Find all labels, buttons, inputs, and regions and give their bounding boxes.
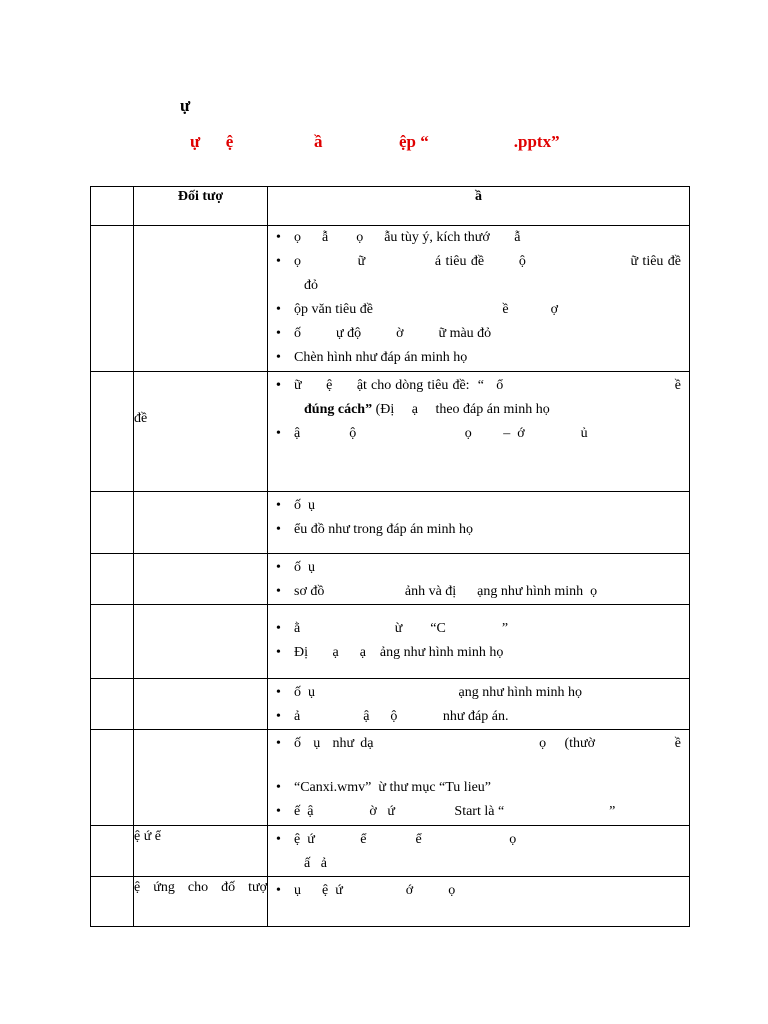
requirement-list — [268, 732, 689, 824]
document-heading: ự — [180, 96, 191, 115]
requirement-item: • ọ ẫ ọ ẫu tùy ý, kích thướ ẫ — [268, 226, 681, 250]
row-requirements-cell — [268, 372, 690, 492]
table-row — [91, 605, 690, 679]
requirement-item: • ậ ộ ọ – ớ ủ — [268, 422, 681, 446]
requirement-item: • Chèn hình như đáp án minh họ — [268, 346, 681, 370]
requirement-list — [268, 879, 689, 903]
requirement-item: • ểu đồ như trong đáp án minh họ — [268, 518, 681, 542]
requirement-list — [268, 681, 689, 729]
row-object-cell — [134, 826, 268, 877]
requirement-item: • ữ ệ ật cho dòng tiêu đề: “ ổ ề — [268, 374, 681, 398]
document-subheading: ự ệ ầ ệp “ .pptx” — [190, 132, 560, 151]
table-row — [91, 877, 690, 927]
requirement-item: • ụ ệ ứ ớ ọ — [268, 879, 681, 903]
row-object-cell — [134, 730, 268, 826]
requirement-item: • ố ụ — [268, 494, 681, 518]
table-row — [91, 226, 690, 372]
requirement-item: • Đị ạ ạ ảng như hình minh họ — [268, 641, 681, 665]
row-requirements-cell — [268, 679, 690, 730]
object-label: đề — [134, 411, 148, 426]
row-requirements-cell — [268, 730, 690, 826]
row-object-cell — [134, 226, 268, 372]
requirement-item: • ố ự độ ờ ữ màu đỏ — [268, 322, 681, 346]
row-index-cell — [91, 554, 134, 605]
header-object: Đối tượ — [134, 187, 268, 226]
row-object-cell — [134, 877, 268, 927]
requirement-item: • ọ ữ á tiêu đề ộ ữ tiêu đề — [268, 250, 681, 274]
requirement-item: • ố ụ ạng như hình minh họ — [268, 681, 681, 705]
table-row — [91, 730, 690, 826]
task-table — [90, 186, 690, 927]
table-row — [91, 492, 690, 554]
header-requirements: ầ — [268, 187, 690, 226]
object-label: ệ ứ ể — [134, 829, 162, 844]
row-requirements-cell — [268, 605, 690, 679]
table-row — [91, 826, 690, 877]
object-label: ệ ứng cho đố tượ — [134, 880, 267, 895]
row-requirements-cell — [268, 492, 690, 554]
emphasis-text: đúng cách” — [304, 402, 376, 417]
row-requirements-cell — [268, 554, 690, 605]
requirement-item: đúng cách” (Đị ạ theo đáp án minh họ — [304, 402, 550, 417]
requirement-list — [268, 226, 689, 370]
row-object-cell — [134, 554, 268, 605]
row-requirements-cell — [268, 826, 690, 877]
requirement-item: • ằ ừ “C ” — [268, 617, 681, 641]
row-object-cell — [134, 492, 268, 554]
requirement-item: • ệ ứ ể ể ọ — [268, 828, 681, 852]
table-row — [91, 554, 690, 605]
row-index-cell — [91, 877, 134, 927]
row-index-cell — [91, 226, 134, 372]
row-object-cell — [134, 679, 268, 730]
requirement-item — [268, 756, 681, 776]
requirement-list — [268, 828, 689, 876]
row-requirements-cell — [268, 877, 690, 927]
requirement-list — [268, 607, 689, 665]
row-index-cell — [91, 679, 134, 730]
row-object-cell — [134, 372, 268, 492]
row-index-cell — [91, 492, 134, 554]
requirement-item: • ố ụ — [268, 556, 681, 580]
row-object-cell — [134, 605, 268, 679]
requirement-item: • ả ậ ộ như đáp án. — [268, 705, 681, 729]
requirement-item: ấ ả — [304, 856, 327, 871]
row-index-cell — [91, 372, 134, 492]
header-index — [91, 187, 134, 226]
row-index-cell — [91, 730, 134, 826]
requirement-item: đỏ — [304, 278, 318, 293]
requirement-item: • ố ụ như dạ ọ (thườ ề — [268, 732, 681, 756]
row-requirements-cell — [268, 226, 690, 372]
requirement-list — [268, 374, 689, 446]
table-header-row — [91, 187, 690, 226]
requirement-item: • “Canxi.wmv” ừ thư mục “Tu lieu” — [268, 776, 681, 800]
requirement-item: • ộp văn tiêu đề ề ợ — [268, 298, 681, 322]
requirement-list — [268, 494, 689, 542]
row-index-cell — [91, 605, 134, 679]
table-row — [91, 679, 690, 730]
requirement-item: • sơ đồ ảnh và đị ạng như hình minh ọ — [268, 580, 681, 604]
requirement-item: • ế ậ ờ ứ Start là “ ” — [268, 800, 681, 824]
requirement-list — [268, 556, 689, 604]
row-index-cell — [91, 826, 134, 877]
table-row — [91, 372, 690, 492]
